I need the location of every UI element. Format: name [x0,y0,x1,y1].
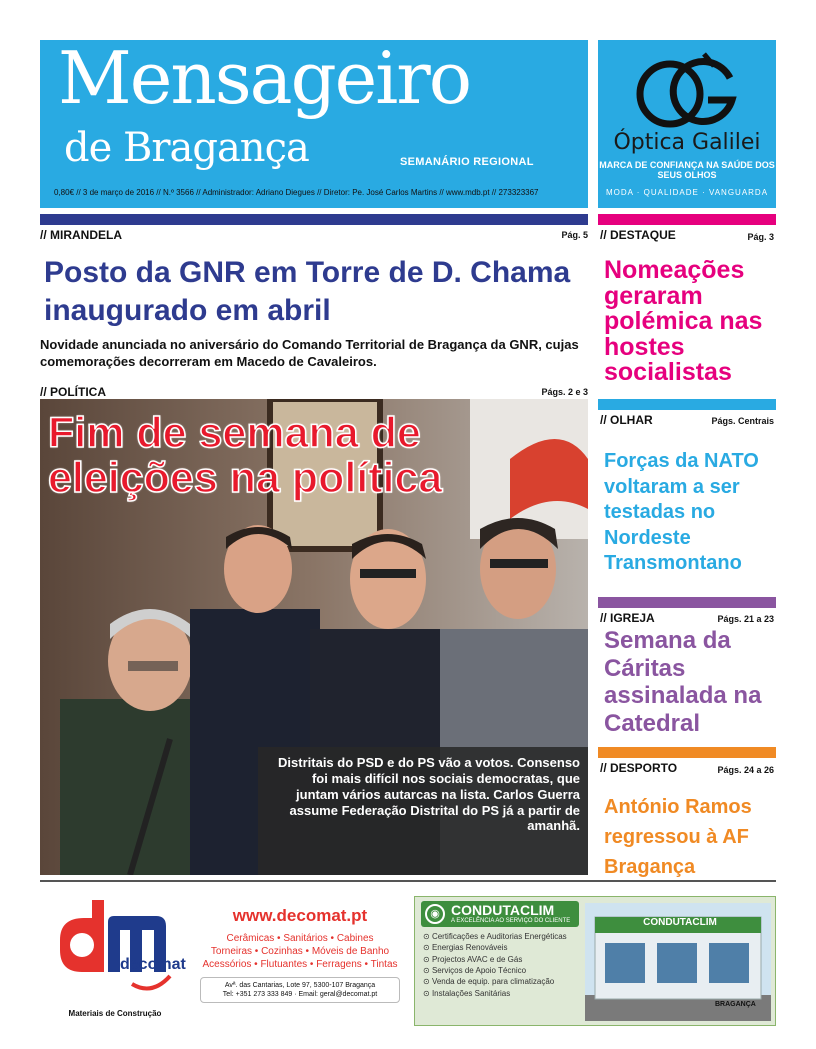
footer-divider [40,880,776,882]
caption-box [258,747,588,875]
politics-photo[interactable] [40,399,588,875]
condutaclim-logo-icon: ◉ [425,904,445,924]
section-label-olhar: // OLHAR [600,413,653,427]
section-label-mirandela: // MIRANDELA [40,228,122,242]
list-item: ⊙ Projectos AVAC e de Gás [423,954,523,964]
section-label-desporto: // DESPORTO [600,761,678,775]
list-item: ⊙ Serviços de Apoio Técnico [423,966,527,976]
condutaclim-services [423,931,583,999]
caption-politica: Distritais do PSD e do PS vão a votos. Consenso foi mais difícil nos sociais democratas, que juntam vários autarcas na lista. Carlos Guerra assume Federação Distrital do PS já a partir de amanhã. [278,755,580,834]
page-ref-politica: Págs. 2 e 3 [541,387,588,397]
mirandela-bar [40,214,588,225]
condutaclim-city: BRAGANÇA [715,1001,756,1008]
condutaclim-name: CONDUTACLIM [451,902,555,918]
desporto-bar [598,747,776,758]
condutaclim-sign: CONDUTACLIM [643,917,717,928]
page-ref-desporto: Págs. 24 a 26 [717,765,774,775]
optica-logo-icon [634,48,738,134]
decomat-line3: Acessórios • Flutuantes • Ferragens • Tintas [202,959,398,970]
igreja-bar [598,597,776,608]
list-item: ⊙ Certificações e Auditorias Energéticas [423,932,567,941]
condutaclim-ad[interactable] [414,896,776,1026]
list-item: ⊙ Instalações Sanitárias [423,988,511,998]
headline-destaque[interactable]: Nomeações geraram polémica nas hostes socialistas [604,256,763,386]
masthead [40,36,588,208]
list-item: ⊙ Venda de equip. para climatização [423,977,555,987]
headline-politica[interactable]: Fim de semana de eleições na política [48,409,443,502]
condutaclim-header [421,901,579,927]
dm-brand: decomat [120,956,186,973]
weekly-label: SEMANÁRIO REGIONAL [400,156,534,168]
list-item: ⊙ Energias Renováveis [423,943,508,953]
page-ref-igreja: Págs. 21 a 23 [717,614,774,624]
optica-tagline: MARCA DE CONFIANÇA NA SAÚDE DOS SEUS OLHOS [599,160,775,181]
lead-mirandela: Novidade anunciada no aniversário do Comando Territorial de Bragança da GNR, cujas comemorações decorreram em Macedo de Cavaleiros. [40,337,579,369]
newspaper-title: Mensageiro [58,36,471,120]
headline-mirandela[interactable]: Posto da GNR em Torre de D. Chama inaugurado em abril [44,256,571,327]
optica-name: Óptica Galilei [613,130,761,155]
decomat-contact: Tel: +351 273 333 849 · Email: geral@decomat.pt [222,991,378,999]
decomat-line1: Cerâmicas • Sanitários • Cabines [226,933,374,944]
section-label-destaque: // DESTAQUE [600,228,676,242]
optica-galilei-ad[interactable] [598,40,776,208]
decomat-address: Avª. das Cantarias, Lote 97, 5300-107 Bragança [224,982,376,989]
headline-igreja[interactable]: Semana da Cáritas assinalada na Catedral [604,627,762,737]
page-ref-destaque: Pág. 3 [747,232,774,242]
headline-desporto[interactable]: António Ramos regressou à AF Bragança [604,796,752,878]
page-ref-olhar: Págs. Centrais [711,416,774,426]
olhar-bar [598,399,776,410]
condutaclim-slogan: A EXCELÊNCIA AO SERVIÇO DO CLIENTE [451,918,571,924]
newspaper-subtitle: de Bragança [64,125,309,171]
dm-tagline: Materiais de Construção [68,1009,162,1018]
section-label-igreja: // IGREJA [600,611,655,625]
decomat-line2: Torneiras • Cozinhas • Móveis de Banho [210,946,390,957]
dm-decomat-ad[interactable] [40,892,190,1022]
issue-info: 0,80€ // 3 de março de 2016 // N.º 3566 // Administrador: Adriano Diegues // Diretor: Pe. José Carlos Martins // www.mdb.pt // 273323367 [54,188,539,197]
dm-logo-icon [52,900,178,996]
decomat-ad[interactable] [190,892,410,1022]
optica-motto: MODA · QUALIDADE · VANGUARDA [605,188,769,197]
destaque-bar [598,214,776,225]
decomat-url[interactable]: www.decomat.pt [232,906,368,925]
headline-olhar[interactable]: Forças da NATO voltaram a ser testadas no Nordeste Transmontano [604,450,759,575]
section-label-politica: // POLÍTICA [40,385,106,399]
page-ref-mirandela: Pág. 5 [561,230,588,240]
